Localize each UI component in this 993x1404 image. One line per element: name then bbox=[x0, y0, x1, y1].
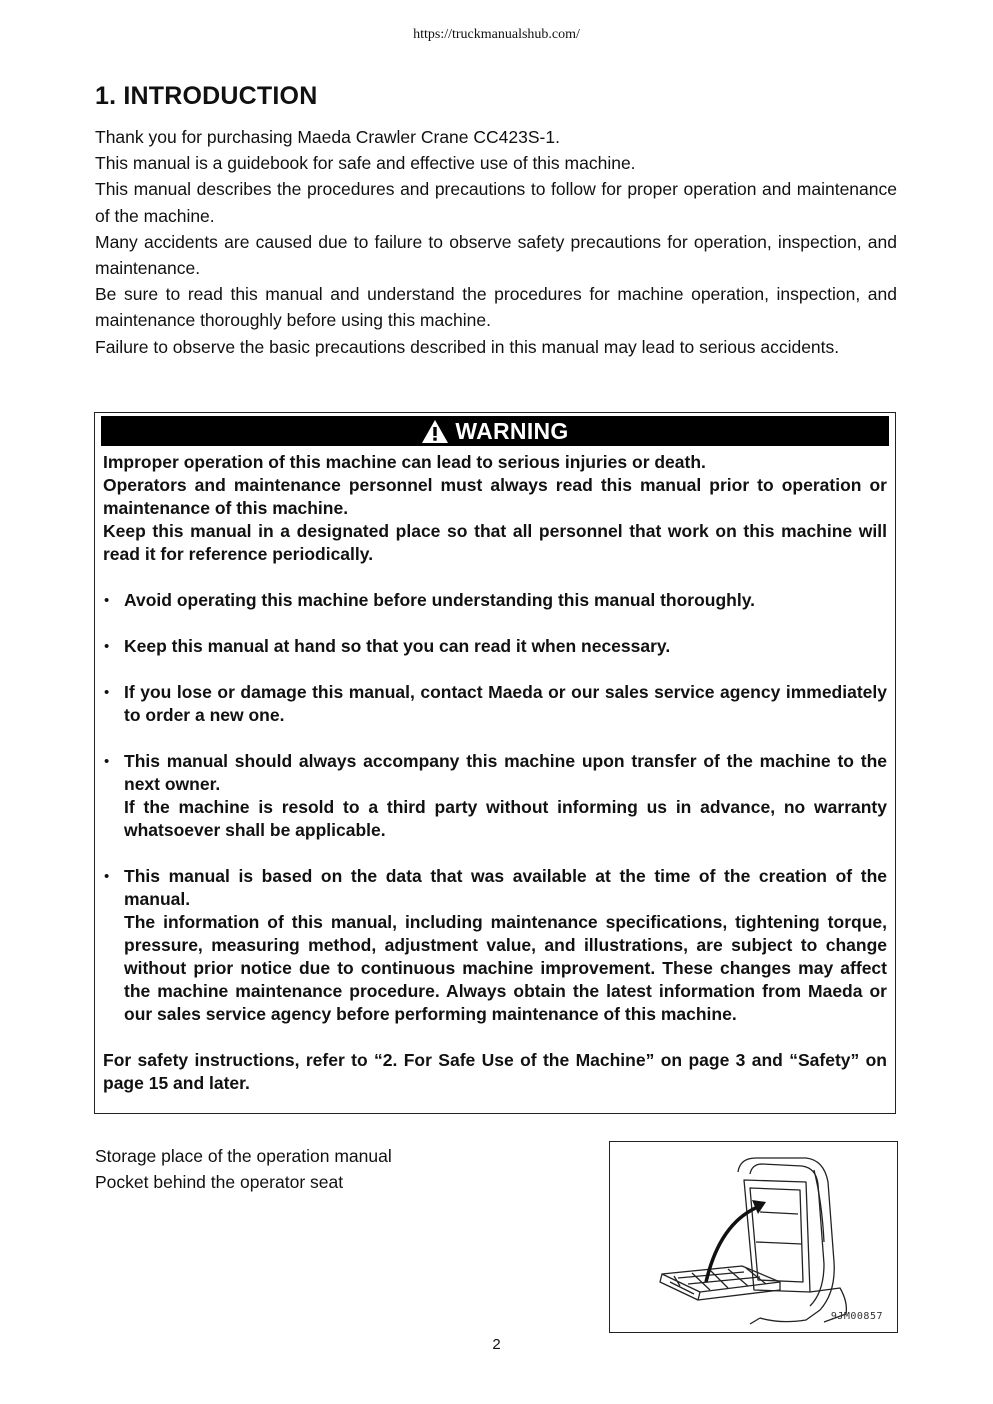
bullet-text: If the machine is resold to a third party without informing us in advance, no warranty whatsoever shall be applicable. bbox=[124, 797, 887, 840]
warning-bullet bbox=[103, 681, 887, 727]
bullet-text: If you lose or damage this manual, contact Maeda or our sales service agency immediately to order a new one. bbox=[124, 682, 887, 725]
intro-paragraph: Failure to observe the basic precautions described in this manual may lead to serious accidents. bbox=[95, 336, 840, 357]
bullet-dot: • bbox=[104, 753, 110, 770]
warning-body bbox=[95, 446, 895, 1095]
page-number: 2 bbox=[492, 1336, 501, 1353]
bullet-text: Keep this manual at hand so that you can read it when necessary. bbox=[124, 636, 671, 656]
warning-intro-line: Operators and maintenance personnel must always read this manual prior to operation or maintenance of this machine. bbox=[103, 475, 887, 518]
seat-pocket-illustration bbox=[610, 1142, 897, 1332]
intro-paragraph: Thank you for purchasing Maeda Crawler Crane CC423S-1. bbox=[95, 127, 560, 147]
intro-text bbox=[95, 124, 897, 360]
bullet-text: This manual is based on the data that was available at the time of the creation of the manual. bbox=[124, 866, 887, 909]
bullet-dot: • bbox=[104, 868, 110, 885]
warning-header bbox=[101, 416, 889, 446]
storage-line: Storage place of the operation manual bbox=[95, 1146, 392, 1166]
bullet-text: This manual should always accompany this machine upon transfer of the machine to the next owner. bbox=[124, 751, 887, 794]
bullet-text: The information of this manual, including maintenance specifications, tightening torque, pressure, measuring method, adjustment value, and illustrations, are subject to change without prior notice due to continuous machine improvement. These changes may affect the machine maintenance procedure. Always obtain the latest information from Maeda or our sales service agency before performing maintenance of this machine. bbox=[124, 912, 887, 1024]
warning-box bbox=[94, 412, 896, 1114]
warning-intro-line: Improper operation of this machine can lead to serious injuries or death. bbox=[103, 452, 706, 472]
bullet-dot: • bbox=[104, 592, 110, 609]
warning-triangle-icon bbox=[421, 419, 449, 444]
warning-bullet bbox=[103, 589, 887, 612]
warning-heading: WARNING bbox=[455, 417, 569, 444]
section-title: 1. INTRODUCTION bbox=[95, 82, 318, 110]
storage-line: Pocket behind the operator seat bbox=[95, 1172, 344, 1192]
warning-intro-line: Keep this manual in a designated place so that all personnel that work on this machine will read it for reference periodically. bbox=[103, 521, 887, 564]
figure-code: 9JM00857 bbox=[830, 1311, 883, 1322]
storage-note bbox=[95, 1143, 392, 1195]
intro-paragraph: This manual describes the procedures and precautions to follow for proper operation and maintenance of the machine. bbox=[95, 179, 897, 226]
warning-bullet bbox=[103, 750, 887, 842]
intro-paragraph: This manual is a guidebook for safe and effective use of this machine. bbox=[95, 153, 636, 174]
warning-footer: For safety instructions, refer to “2. For Safe Use of the Machine” on page 3 and “Safety” on page 15 and later. bbox=[103, 1050, 887, 1093]
source-url: https://truckmanualshub.com/ bbox=[413, 27, 580, 42]
warning-bullet bbox=[103, 635, 887, 658]
warning-bullet bbox=[103, 865, 887, 1026]
bullet-dot: • bbox=[104, 684, 110, 701]
bullet-dot: • bbox=[104, 638, 110, 655]
intro-paragraph: Be sure to read this manual and understand the procedures for machine operation, inspection, and maintenance thoroughly before using this machine. bbox=[95, 284, 897, 331]
intro-paragraph: Many accidents are caused due to failure to observe safety precautions for operation, inspection, and maintenance. bbox=[95, 231, 897, 279]
bullet-text: Avoid operating this machine before understanding this manual thoroughly. bbox=[124, 590, 756, 610]
seat-pocket-figure bbox=[609, 1141, 898, 1333]
